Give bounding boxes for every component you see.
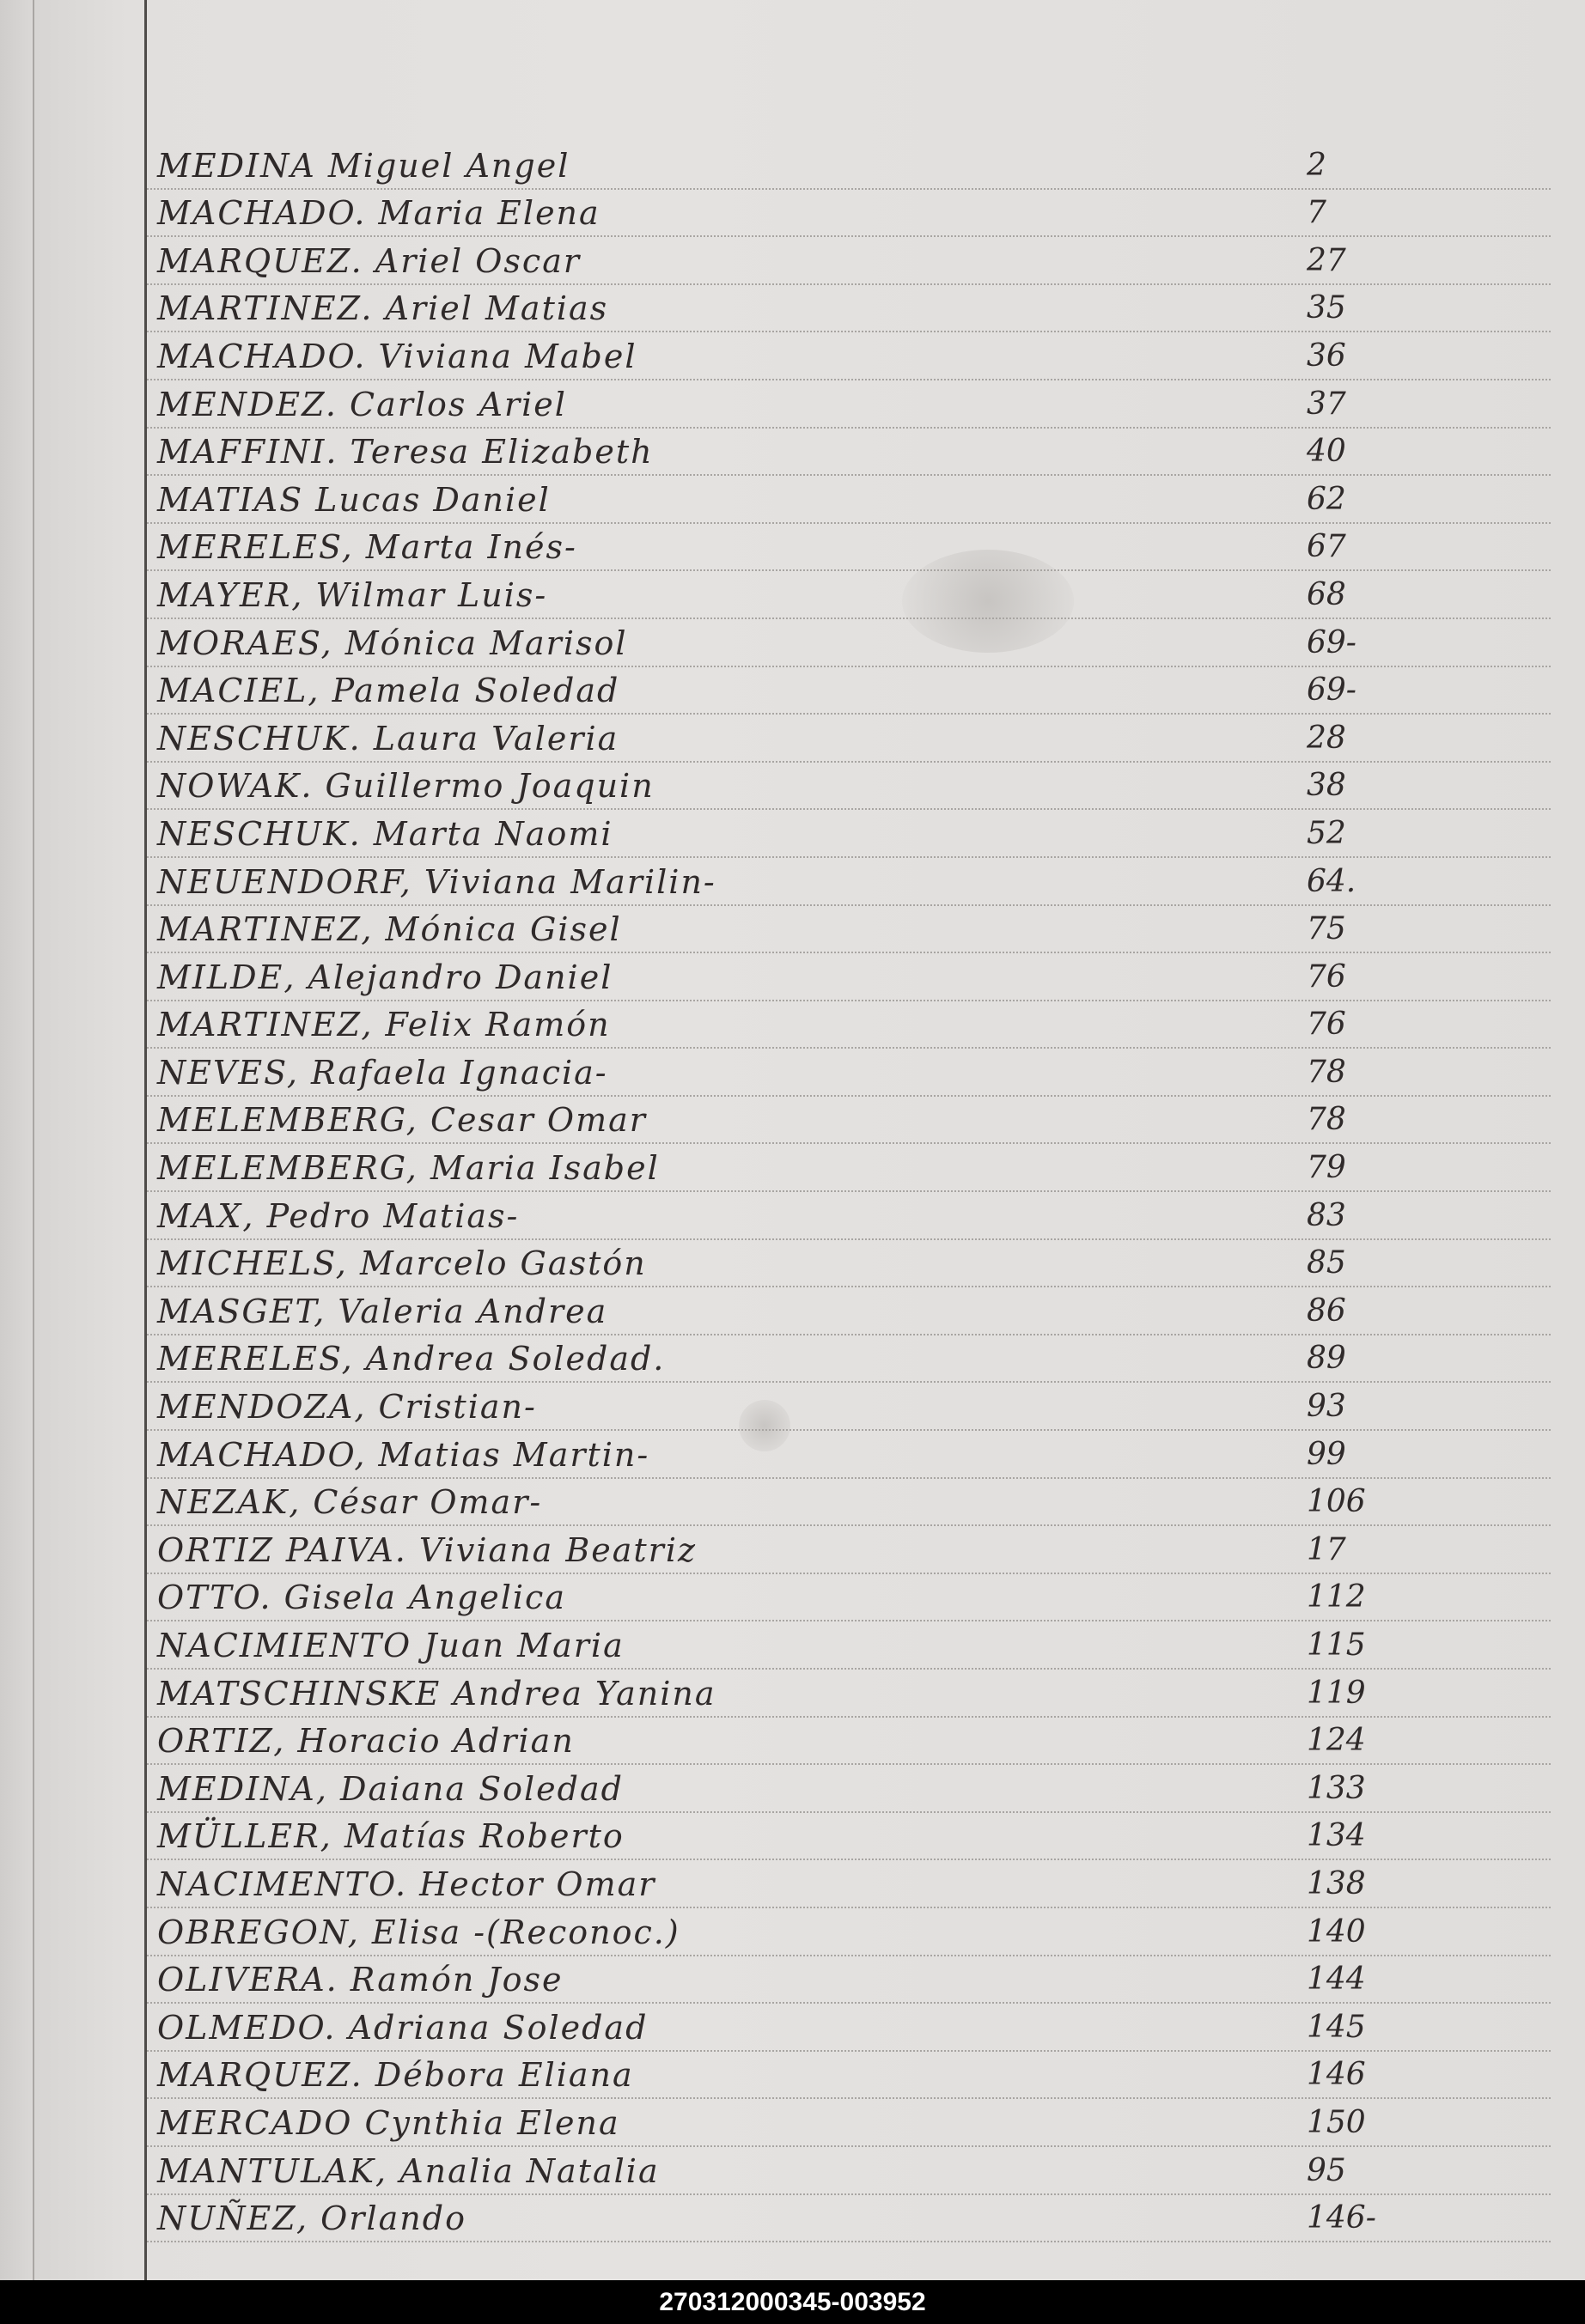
entry-name: NESCHUK. Laura Valeria (157, 719, 619, 757)
entry-name: MELEMBERG, Cesar Omar (157, 1101, 647, 1140)
entry-number: 150 (1307, 2104, 1366, 2140)
name-ledger (147, 142, 1551, 2246)
ledger-row (147, 1479, 1551, 1527)
entry-name: MACHADO, Matias Martin- (157, 1435, 650, 1474)
entry-number: 27 (1307, 242, 1346, 278)
entry-name: NEZAK, César Omar- (157, 1483, 543, 1522)
entry-name: MARTINEZ, Felix Ramón (157, 1006, 611, 1044)
ledger-row (147, 237, 1551, 285)
entry-number: 119 (1307, 1675, 1366, 1711)
entry-name: NEVES, Rafaela Ignacia- (157, 1053, 608, 1092)
ledger-row (147, 1192, 1551, 1240)
entry-name: MARQUEZ. Ariel Oscar (157, 241, 582, 280)
entry-number: 68 (1307, 576, 1346, 612)
entry-name: MACIEL, Pamela Soledad (157, 672, 620, 710)
entry-name: MATIAS Lucas Daniel (157, 480, 551, 519)
entry-name: MORAES, Mónica Marisol (157, 624, 628, 662)
entry-name: MAYER, Wilmar Luis- (157, 575, 548, 614)
ledger-row (147, 1956, 1551, 2005)
ledger-row (147, 1718, 1551, 1766)
entry-number: 36 (1307, 338, 1346, 374)
ledger-row (147, 1144, 1551, 1192)
entry-name: MÜLLER, Matías Roberto (157, 1817, 625, 1856)
entry-name: MARTINEZ, Mónica Gisel (157, 910, 622, 949)
entry-name: ORTIZ PAIVA. Viviana Beatriz (157, 1530, 698, 1569)
entry-name: MAX, Pedro Matias- (157, 1196, 520, 1235)
entry-number: 140 (1307, 1913, 1366, 1950)
entry-number: 89 (1307, 1341, 1346, 1377)
entry-name: NACIMENTO. Hector Omar (157, 1865, 656, 1903)
entry-number: 40 (1307, 434, 1346, 470)
entry-name: NEUENDORF, Viviana Marilin- (157, 862, 716, 901)
entry-number: 112 (1307, 1579, 1366, 1615)
entry-name: MARQUEZ. Débora Eliana (157, 2056, 634, 2095)
entry-name: NOWAK. Guillermo Joaquin (157, 767, 655, 806)
ledger-row (147, 906, 1551, 954)
entry-name: MILDE, Alejandro Daniel (157, 958, 613, 996)
entry-number: 78 (1307, 1054, 1346, 1090)
entry-number: 85 (1307, 1245, 1346, 1281)
entry-name: MICHELS, Marcelo Gastón (157, 1244, 647, 1283)
entry-number: 95 (1307, 2152, 1346, 2188)
entry-name: OLMEDO. Adriana Soledad (157, 2008, 649, 2047)
entry-number: 99 (1307, 1436, 1346, 1472)
ledger-row (147, 1240, 1551, 1288)
entry-name: MARTINEZ. Ariel Matias (157, 289, 609, 328)
entry-number: 69- (1307, 672, 1356, 709)
entry-number: 76 (1307, 958, 1346, 995)
ledger-row (147, 429, 1551, 477)
entry-name: OLIVERA. Ramón Jose (157, 1961, 564, 1999)
ledger-row (147, 1670, 1551, 1718)
entry-number: 93 (1307, 1389, 1346, 1425)
entry-number: 134 (1307, 1818, 1366, 1854)
entry-name: NESCHUK. Marta Naomi (157, 814, 613, 853)
ledger-row (147, 380, 1551, 429)
entry-name: ORTIZ, Horacio Adrian (157, 1722, 575, 1761)
ledger-row (147, 1860, 1551, 1908)
page-left-edge (0, 0, 33, 2280)
ledger-row (147, 1001, 1551, 1049)
ledger-row (147, 858, 1551, 906)
entry-number: 2 (1307, 147, 1326, 183)
entry-name: MANTULAK, Analia Natalia (157, 2151, 660, 2190)
ledger-row (147, 1431, 1551, 1479)
entry-number: 144 (1307, 1962, 1366, 1998)
ledger-row (147, 2004, 1551, 2052)
entry-number: 52 (1307, 815, 1346, 851)
ledger-row (147, 476, 1551, 524)
entry-number: 115 (1307, 1627, 1366, 1663)
ledger-row (147, 1574, 1551, 1622)
ledger-row (147, 2052, 1551, 2100)
ledger-row (147, 810, 1551, 858)
entry-number: 79 (1307, 1150, 1346, 1186)
entry-name: MERCADO Cynthia Elena (157, 2103, 620, 2142)
ledger-row (147, 1049, 1551, 1097)
entry-name: MELEMBERG, Maria Isabel (157, 1149, 660, 1188)
entry-number: 146 (1307, 2057, 1366, 2093)
ledger-row (147, 667, 1551, 715)
ledger-row (147, 190, 1551, 238)
ledger-row (147, 1097, 1551, 1145)
entry-number: 35 (1307, 290, 1346, 326)
entry-name: OBREGON, Elisa -(Reconoc.) (157, 1913, 680, 1951)
entry-number: 67 (1307, 529, 1346, 565)
entry-name: MENDOZA, Cristian- (157, 1388, 537, 1427)
entry-name: MEDINA, Daiana Soledad (157, 1769, 624, 1808)
ledger-row (147, 953, 1551, 1001)
ledger-row (147, 1383, 1551, 1431)
entry-name: MATSCHINSKE Andrea Yanina (157, 1674, 716, 1713)
entry-number: 69- (1307, 624, 1356, 660)
ledger-row (147, 1335, 1551, 1384)
entry-name: MACHADO. Maria Elena (157, 194, 600, 233)
entry-number: 146- (1307, 2200, 1376, 2236)
entry-name: MERELES, Marta Inés- (157, 528, 577, 567)
entry-number: 37 (1307, 386, 1346, 422)
entry-name: NUÑEZ, Orlando (157, 2199, 466, 2238)
binding-line (33, 0, 34, 2280)
entry-number: 7 (1307, 195, 1326, 231)
ledger-row (147, 2099, 1551, 2147)
ledger-row (147, 1287, 1551, 1335)
entry-number: 83 (1307, 1197, 1346, 1233)
ledger-row (147, 1908, 1551, 1956)
entry-number: 133 (1307, 1770, 1366, 1806)
entry-number: 38 (1307, 768, 1346, 804)
entry-number: 28 (1307, 720, 1346, 756)
entry-number: 124 (1307, 1723, 1366, 1759)
entry-name: MAFFINI. Teresa Elizabeth (157, 433, 654, 471)
entry-name: MEDINA Miguel Angel (157, 146, 570, 185)
ledger-row (147, 619, 1551, 667)
ledger-row (147, 571, 1551, 619)
entry-number: 64. (1307, 863, 1356, 899)
entry-number: 86 (1307, 1293, 1346, 1329)
entry-name: MERELES, Andrea Soledad. (157, 1340, 666, 1378)
entry-name: MENDEZ. Carlos Ariel (157, 385, 567, 423)
ledger-row (147, 1813, 1551, 1861)
entry-name: MACHADO. Viviana Mabel (157, 337, 637, 375)
entry-number: 62 (1307, 481, 1346, 517)
entry-name: NACIMIENTO Juan Maria (157, 1627, 625, 1664)
entry-number: 78 (1307, 1102, 1346, 1138)
document-id: 270312000345-003952 (659, 2287, 926, 2316)
entry-name: MASGET, Valeria Andrea (157, 1292, 608, 1330)
ledger-row (147, 2147, 1551, 2195)
ledger-row (147, 285, 1551, 333)
ledger-row (147, 524, 1551, 572)
entry-number: 17 (1307, 1531, 1346, 1567)
ledger-row (147, 763, 1551, 811)
ledger-row (147, 142, 1551, 190)
ledger-row (147, 715, 1551, 763)
entry-number: 75 (1307, 911, 1346, 947)
ledger-row (147, 332, 1551, 380)
ledger-row (147, 1621, 1551, 1670)
entry-number: 106 (1307, 1484, 1366, 1520)
ledger-row (147, 1765, 1551, 1813)
entry-number: 138 (1307, 1865, 1366, 1901)
ledger-row (147, 2195, 1551, 2243)
entry-name: OTTO. Gisela Angelica (157, 1579, 566, 1617)
entry-number: 76 (1307, 1007, 1346, 1043)
ledger-row (147, 1526, 1551, 1574)
document-id-bar (0, 2280, 1585, 2324)
entry-number: 145 (1307, 2009, 1366, 2045)
